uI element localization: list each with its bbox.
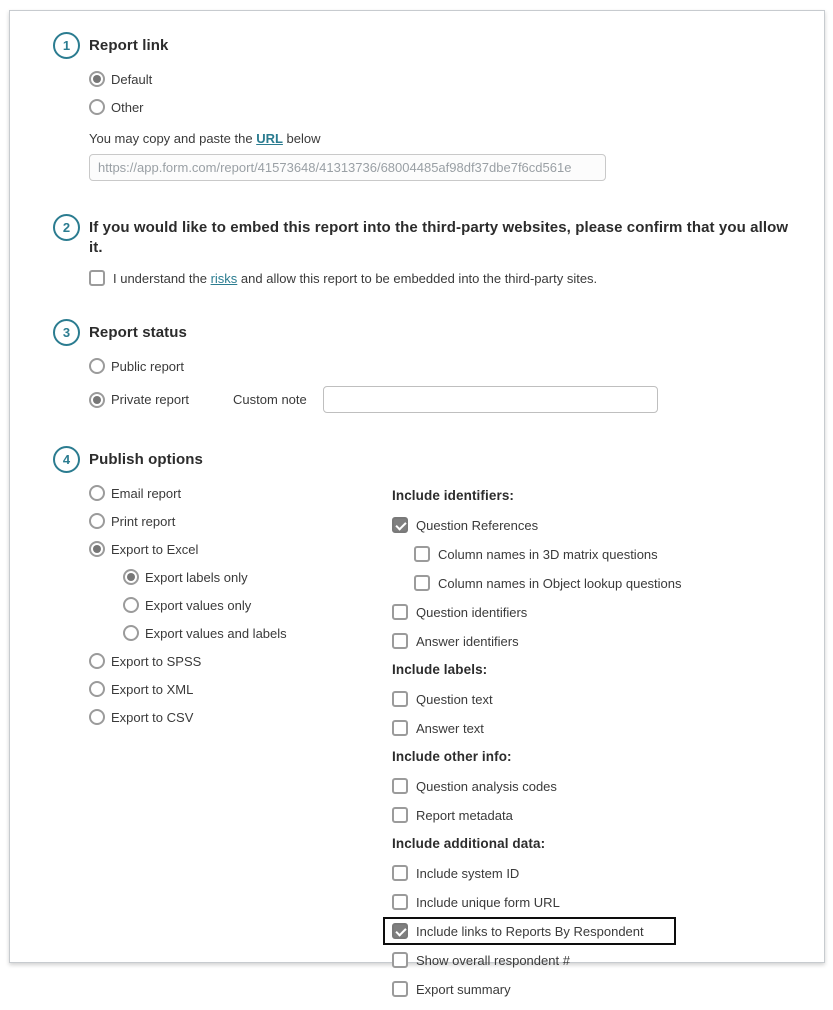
radio-export-labels-only[interactable] <box>123 569 139 585</box>
question-references-label: Question References <box>416 517 539 533</box>
3d-matrix-columns-label: Column names in 3D matrix questions <box>438 546 658 562</box>
checkbox-include-system-id[interactable] <box>392 865 408 881</box>
checkbox-row-question-analysis-codes[interactable] <box>392 778 814 794</box>
checkbox-question-analysis-codes[interactable] <box>392 778 408 794</box>
radio-private-report[interactable] <box>89 392 105 408</box>
heading-include-other-info: Include other info: <box>392 749 512 764</box>
radio-export-xml-label: Export to XML <box>111 681 194 697</box>
answer-identifiers-label: Answer identifiers <box>416 633 519 649</box>
section-title-embed: If you would like to embed this report into the third-party websites, please confirm that you allow it. <box>89 219 789 256</box>
question-text-label: Question text <box>416 691 493 707</box>
understand-risks-label <box>113 271 597 286</box>
url-hint-before: You may copy and paste the <box>89 131 257 146</box>
risks-link[interactable]: risks <box>210 270 238 286</box>
radio-other[interactable] <box>89 99 105 115</box>
radio-export-xml[interactable] <box>89 681 105 697</box>
radio-export-spss-label: Export to SPSS <box>111 653 202 669</box>
checkbox-show-overall-respondent[interactable] <box>392 952 408 968</box>
custom-note-input[interactable] <box>323 386 658 413</box>
export-summary-label: Export summary <box>416 981 511 997</box>
checkbox-row-include-system-id[interactable] <box>392 865 814 881</box>
radio-row-export-csv[interactable] <box>89 709 392 725</box>
report-metadata-label: Report metadata <box>416 807 513 823</box>
checkbox-answer-identifiers[interactable] <box>392 633 408 649</box>
checkbox-export-summary[interactable] <box>392 981 408 997</box>
radio-public-report-label: Public report <box>111 358 184 374</box>
radio-row-print-report[interactable] <box>89 513 392 529</box>
radio-default[interactable] <box>89 71 105 87</box>
checkbox-row-answer-text[interactable] <box>392 720 814 736</box>
radio-row-private-report[interactable] <box>89 386 814 413</box>
report-url-input[interactable] <box>89 154 606 181</box>
include-system-id-label: Include system ID <box>416 865 520 881</box>
radio-export-values-only-label: Export values only <box>145 597 252 613</box>
radio-row-export-xml[interactable] <box>89 681 392 697</box>
section-report-status <box>53 318 814 413</box>
checkbox-3d-matrix-columns[interactable] <box>414 546 430 562</box>
question-analysis-codes-label: Question analysis codes <box>416 778 557 794</box>
step-3-badge: 3 <box>53 319 80 346</box>
question-identifiers-label: Question identifiers <box>416 604 528 620</box>
radio-export-labels-only-label: Export labels only <box>145 569 248 585</box>
radio-row-default[interactable] <box>89 71 814 87</box>
radio-row-export-values-labels[interactable] <box>123 625 392 641</box>
section-publish-options <box>53 445 814 1010</box>
radio-export-values-labels[interactable] <box>123 625 139 641</box>
radio-row-export-spss[interactable] <box>89 653 392 669</box>
radio-private-report-label: Private report <box>111 392 190 407</box>
checkbox-row-question-references[interactable] <box>392 517 814 533</box>
radio-export-excel-label: Export to Excel <box>111 541 199 557</box>
checkbox-row-answer-identifiers[interactable] <box>392 633 814 649</box>
radio-row-other[interactable] <box>89 99 814 115</box>
step-4-badge: 4 <box>53 446 80 473</box>
radio-export-csv-label: Export to CSV <box>111 709 194 725</box>
checkbox-row-3d-matrix-columns[interactable] <box>414 546 814 562</box>
radio-row-email-report[interactable] <box>89 485 392 501</box>
checkbox-question-text[interactable] <box>392 691 408 707</box>
radio-email-report[interactable] <box>89 485 105 501</box>
checkbox-object-lookup-columns[interactable] <box>414 575 430 591</box>
checkbox-understand-risks[interactable] <box>89 270 105 286</box>
checkbox-include-unique-form-url[interactable] <box>392 894 408 910</box>
checkbox-row-include-links-reports-by-respondent[interactable] <box>383 917 676 945</box>
publish-format-column <box>89 485 392 1010</box>
radio-export-csv[interactable] <box>89 709 105 725</box>
radio-export-values-only[interactable] <box>123 597 139 613</box>
radio-email-report-label: Email report <box>111 485 182 501</box>
heading-include-labels: Include labels: <box>392 662 488 677</box>
radio-other-label: Other <box>111 99 144 115</box>
radio-row-export-values-only[interactable] <box>123 597 392 613</box>
risks-text-after: and allow this report to be embedded into the third-party sites. <box>237 270 598 286</box>
radio-row-export-labels-only[interactable] <box>123 569 392 585</box>
section-report-link <box>53 31 814 181</box>
radio-export-spss[interactable] <box>89 653 105 669</box>
checkbox-question-identifiers[interactable] <box>392 604 408 620</box>
heading-include-identifiers: Include identifiers: <box>392 488 515 503</box>
checkbox-row-question-text[interactable] <box>392 691 814 707</box>
radio-export-values-labels-label: Export values and labels <box>145 625 287 641</box>
section-title-publish-options: Publish options <box>89 451 203 468</box>
custom-note-label: Custom note <box>233 392 307 407</box>
checkbox-row-understand-risks[interactable] <box>89 270 814 286</box>
checkbox-include-links-reports-by-respondent[interactable] <box>392 923 408 939</box>
step-1-badge: 1 <box>53 32 80 59</box>
radio-row-public-report[interactable] <box>89 358 814 374</box>
radio-default-label: Default <box>111 71 153 87</box>
risks-text-before: I understand the <box>113 270 211 286</box>
radio-print-report[interactable] <box>89 513 105 529</box>
step-2-badge: 2 <box>53 214 80 241</box>
radio-row-export-excel[interactable] <box>89 541 392 557</box>
url-hint-text <box>89 131 814 146</box>
checkbox-row-include-unique-form-url[interactable] <box>392 894 814 910</box>
include-links-reports-by-respondent-label: Include links to Reports By Respondent <box>416 923 644 939</box>
show-overall-respondent-label: Show overall respondent # <box>416 952 570 968</box>
checkbox-row-show-overall-respondent[interactable] <box>392 952 814 968</box>
object-lookup-columns-label: Column names in Object lookup questions <box>438 575 682 591</box>
answer-text-label: Answer text <box>416 720 484 736</box>
checkbox-row-report-metadata[interactable] <box>392 807 814 823</box>
heading-include-additional-data: Include additional data: <box>392 836 546 851</box>
radio-export-excel[interactable] <box>89 541 105 557</box>
url-link[interactable]: URL <box>256 131 283 146</box>
section-title-report-status: Report status <box>89 324 187 341</box>
section-embed-confirm <box>53 213 814 286</box>
include-options-column <box>392 485 814 1010</box>
checkbox-question-references[interactable] <box>392 517 408 533</box>
radio-public-report[interactable] <box>89 358 105 374</box>
checkbox-row-export-summary[interactable] <box>392 981 814 997</box>
include-unique-form-url-label: Include unique form URL <box>416 894 560 910</box>
checkbox-answer-text[interactable] <box>392 720 408 736</box>
checkbox-row-question-identifiers[interactable] <box>392 604 814 620</box>
checkbox-row-object-lookup-columns[interactable] <box>414 575 814 591</box>
url-hint-after: below <box>282 131 321 146</box>
section-title-report-link: Report link <box>89 37 169 54</box>
checkbox-report-metadata[interactable] <box>392 807 408 823</box>
settings-panel <box>9 10 825 997</box>
radio-print-report-label: Print report <box>111 513 176 529</box>
